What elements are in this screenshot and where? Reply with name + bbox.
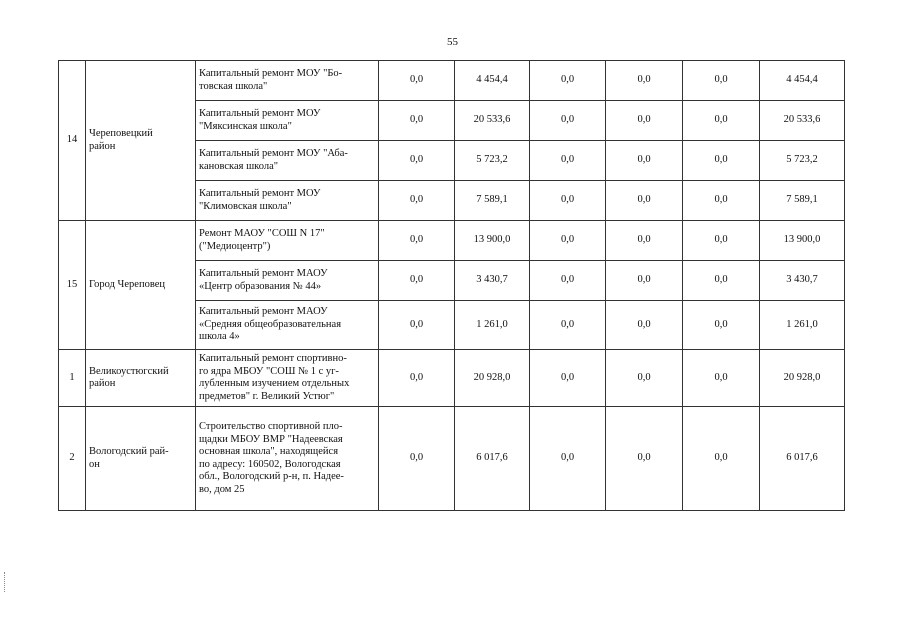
row-index: 15 [66, 278, 78, 290]
value-cell: 0,0 [379, 221, 455, 261]
row-index-cell [59, 407, 86, 511]
value-cell: 0,0 [683, 407, 760, 511]
value-cell: 0,0 [606, 181, 683, 221]
value-cell: 0,0 [379, 61, 455, 101]
value-cell: 0,0 [379, 101, 455, 141]
value-cell: 0,0 [530, 61, 606, 101]
region-cell [86, 350, 196, 407]
value-cell: 0,0 [606, 61, 683, 101]
value-cell: 0,0 [379, 350, 455, 407]
region-name: Город Череповец [89, 278, 166, 290]
budget-table [58, 60, 845, 511]
value-cell: 0,0 [530, 221, 606, 261]
project-description: Капитальный ремонт МАОУ «Центр образования № 44» [196, 261, 379, 301]
region-cell [86, 221, 196, 350]
region-name: Великоустюгский район [89, 365, 169, 389]
row-index-cell [59, 61, 86, 221]
total-cell: 20 533,6 [760, 101, 845, 141]
value-cell: 0,0 [530, 301, 606, 350]
table-row [59, 61, 845, 101]
value-cell: 0,0 [379, 407, 455, 511]
scan-artifact [4, 572, 9, 592]
value-cell: 5 723,2 [455, 141, 530, 181]
row-index: 1 [69, 371, 75, 383]
project-description: Строительство спортивной пло- щадки МБОУ ВМР "Надеевская основная школа", находящейся по адресу: 160502, Вологодская обл., Вологодский р-н, п. Надее- во, дом 25 [196, 407, 379, 511]
value-cell: 0,0 [530, 181, 606, 221]
row-index: 14 [66, 134, 78, 146]
value-cell: 0,0 [606, 350, 683, 407]
value-cell: 0,0 [606, 141, 683, 181]
value-cell: 0,0 [606, 407, 683, 511]
value-cell: 0,0 [683, 141, 760, 181]
region-cell [86, 61, 196, 221]
total-cell: 6 017,6 [760, 407, 845, 511]
region-cell [86, 407, 196, 511]
value-cell: 0,0 [606, 221, 683, 261]
total-cell: 1 261,0 [760, 301, 845, 350]
page-number: 55 [447, 36, 458, 48]
project-description: Капитальный ремонт МОУ "Климовская школа" [196, 181, 379, 221]
value-cell: 0,0 [683, 101, 760, 141]
region-name: Вологодский рай- он [89, 446, 169, 470]
project-description: Капитальный ремонт МОУ "Мяксинская школа" [196, 101, 379, 141]
row-index-cell [59, 350, 86, 407]
value-cell: 0,0 [530, 407, 606, 511]
project-description: Капитальный ремонт спортивно- го ядра МБОУ "СОШ № 1 с уг- лубленным изучением отдельных предметов" г. Великий Устюг" [196, 350, 379, 407]
total-cell: 7 589,1 [760, 181, 845, 221]
table-row [59, 350, 845, 407]
value-cell: 0,0 [606, 301, 683, 350]
value-cell: 0,0 [606, 261, 683, 301]
row-index: 2 [69, 452, 75, 464]
total-cell: 4 454,4 [760, 61, 845, 101]
project-description: Капитальный ремонт МОУ "Аба- кановская школа" [196, 141, 379, 181]
value-cell: 0,0 [379, 301, 455, 350]
value-cell: 0,0 [683, 181, 760, 221]
value-cell: 0,0 [379, 261, 455, 301]
value-cell: 0,0 [530, 350, 606, 407]
project-description: Капитальный ремонт МОУ "Бо- товская школа" [196, 61, 379, 101]
value-cell: 20 533,6 [455, 101, 530, 141]
value-cell: 0,0 [683, 261, 760, 301]
total-cell: 3 430,7 [760, 261, 845, 301]
value-cell: 7 589,1 [455, 181, 530, 221]
value-cell: 0,0 [683, 221, 760, 261]
value-cell: 4 454,4 [455, 61, 530, 101]
total-cell: 20 928,0 [760, 350, 845, 407]
value-cell: 0,0 [530, 141, 606, 181]
value-cell: 13 900,0 [455, 221, 530, 261]
value-cell: 6 017,6 [455, 407, 530, 511]
value-cell: 0,0 [530, 101, 606, 141]
value-cell: 3 430,7 [455, 261, 530, 301]
project-description: Капитальный ремонт МАОУ «Средняя общеобразовательная школа 4» [196, 301, 379, 350]
total-cell: 5 723,2 [760, 141, 845, 181]
row-index-cell [59, 221, 86, 350]
value-cell: 1 261,0 [455, 301, 530, 350]
table-row [59, 407, 845, 511]
value-cell: 0,0 [683, 350, 760, 407]
total-cell: 13 900,0 [760, 221, 845, 261]
value-cell: 0,0 [606, 101, 683, 141]
value-cell: 0,0 [683, 301, 760, 350]
table-row [59, 221, 845, 261]
value-cell: 0,0 [683, 61, 760, 101]
value-cell: 0,0 [379, 141, 455, 181]
region-name: Череповецкий район [89, 128, 153, 152]
project-description: Ремонт МАОУ "СОШ N 17" ("Медиоцентр") [196, 221, 379, 261]
value-cell: 0,0 [379, 181, 455, 221]
value-cell: 20 928,0 [455, 350, 530, 407]
value-cell: 0,0 [530, 261, 606, 301]
